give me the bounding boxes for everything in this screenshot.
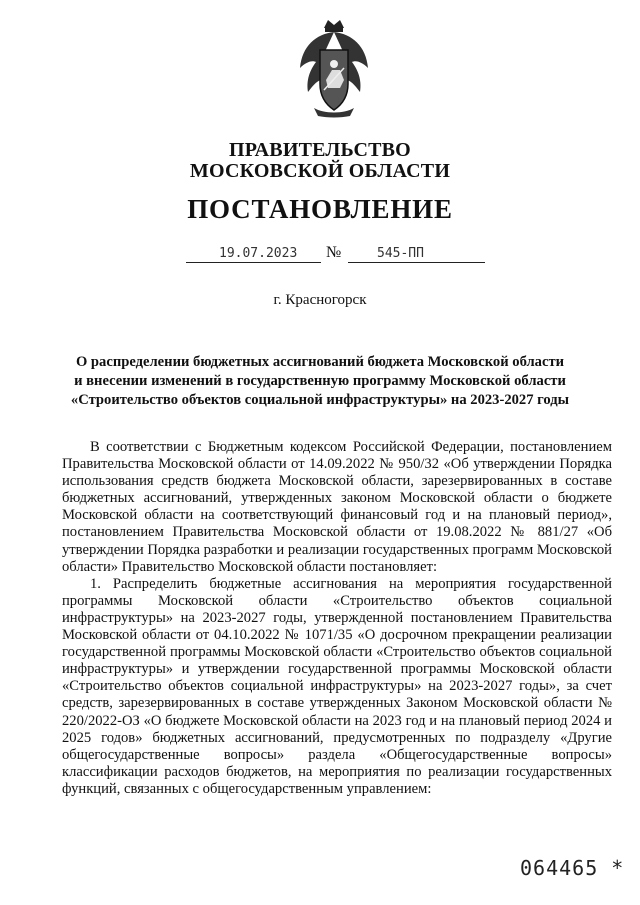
- title-line-2: и внесении изменений в государственную программу Московской области: [74, 373, 566, 389]
- document-number: 545-ПП: [377, 246, 424, 261]
- issuer-block: [0, 140, 640, 182]
- serial-number: 064465 *: [520, 856, 625, 880]
- document-body: [62, 439, 612, 798]
- title-line-3: «Строительство объектов социальной инфраструктуры» на 2023-2027 годы: [70, 392, 570, 408]
- date-number-line: [0, 246, 640, 266]
- coat-of-arms-icon: [296, 18, 372, 118]
- title-line-1: О распределении бюджетных ассигнований бюджета Московской области: [75, 354, 565, 370]
- document-type: ПОСТАНОВЛЕНИЕ: [187, 194, 453, 224]
- issuer-line-2: МОСКОВСКОЙ ОБЛАСТИ: [189, 160, 451, 182]
- body-paragraph-1: В соответствии с Бюджетным кодексом Российской Федерации, постановлением Правительства Московской области от 14.09.2022 № 950/32 «Об утверждении Порядка использования средств бюджета Московской области, зарезервированных в составе бюджетных ассигнований, утвержденных законом Московской области о бюджете Московской области на соответствующий финансовый год и на плановый период», постановлением Правительства Московской области от 19.08.2022 № 881/27 «Об утверждении Порядка разработки и реализации государственных программ Московской области» Правительство Московской области постановляет:: [62, 439, 612, 575]
- number-sign: №: [326, 244, 342, 261]
- issuer-line-1: ПРАВИТЕЛЬСТВО: [229, 139, 411, 161]
- city: г. Красногорск: [273, 292, 367, 308]
- body-paragraph-2: 1. Распределить бюджетные ассигнования на мероприятия государственной программы Московской области «Строительство объектов социальной инфраструктуры» на 2023-2027 годы, утвержденной постановлением Правительства Московской области от 04.10.2022 № 1071/35 «О досрочном прекращении реализации государственной программы Московской области «Строительство объектов социальной инфраструктуры» и утверждении государственной программы Московской области «Строительство объектов социальной инфраструктуры» на 2023-2027 годы», за счет средств, зарезервированных в составе утвержденных Законом Московской области № 220/2022-ОЗ «О бюджете Московской области на 2023 год и на плановый период 2024 и 2025 годов» бюджетных ассигнований, предусмотренных по подразделу «Другие общегосударственные вопросы» раздела «Общегосударственные вопросы» классификации расходов бюджетов, на мероприятия по реализации государственных функций, связанных с общегосударственным управлением:: [62, 575, 612, 797]
- document-title: [0, 353, 640, 410]
- document-date: 19.07.2023: [219, 246, 298, 261]
